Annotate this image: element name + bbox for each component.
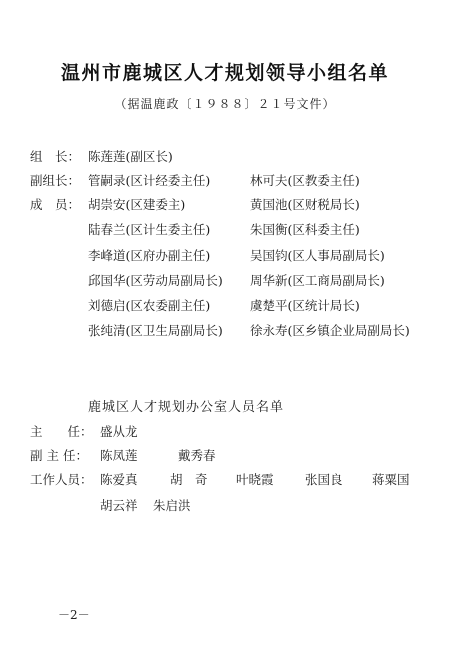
group-deputy-1: 管嗣录(区计经委主任) <box>88 173 211 188</box>
member-item: 李峰道(区府办副主任) <box>88 248 211 263</box>
staff-item: 张国良 <box>305 472 343 487</box>
office-deputy-2: 戴秀春 <box>178 448 216 463</box>
page-number: －2－ <box>58 608 90 622</box>
staff-item: 陈爱真 <box>100 472 138 487</box>
member-item: 刘德启(区农委副主任) <box>88 298 211 313</box>
member-item: 胡崇安(区建委主) <box>88 197 186 212</box>
member-item: 陆春兰(区计生委主任) <box>88 222 211 237</box>
office-director-role-label: 主 任： <box>30 424 93 439</box>
office-deputy-role-label: 副 主 任： <box>30 448 88 463</box>
member-item: 虞楚平(区统计局长) <box>250 298 360 313</box>
member-item: 吴国钧(区人事局副局长) <box>250 248 385 263</box>
office-director: 盛从龙 <box>100 424 138 439</box>
staff-item: 蒋粟国 <box>372 472 410 487</box>
leader-role-label: 组 长： <box>30 149 81 164</box>
group-deputy-2: 林可夫(区教委主任) <box>250 173 360 188</box>
group-leader: 陈莲莲(副区长) <box>88 149 173 164</box>
office-section-title: 鹿城区人才规划办公室人员名单 <box>88 400 285 415</box>
staff-item: 胡云祥 <box>100 498 138 513</box>
members-role-label: 成 员： <box>30 197 81 212</box>
member-item: 徐永寿(区乡镇企业局副局长) <box>250 323 410 338</box>
member-item: 黄国池(区财税局长) <box>250 197 360 212</box>
member-item: 张纯清(区卫生局副局长) <box>88 323 223 338</box>
staff-item: 胡 奇 <box>170 472 208 487</box>
member-item: 周华新(区工商局副局长) <box>250 273 385 288</box>
document-title: 温州市鹿城区人才规划领导小组名单 <box>60 62 389 84</box>
office-deputy-1: 陈凤莲 <box>100 448 138 463</box>
member-item: 朱国衡(区科委主任) <box>250 222 360 237</box>
deputy-role-label: 副组长： <box>30 173 81 188</box>
member-item: 邱国华(区劳动局副局长) <box>88 273 223 288</box>
document-subtitle: （据温鹿政〔１９８８〕２１号文件） <box>114 97 336 111</box>
office-staff-role-label: 工作人员： <box>30 472 93 487</box>
staff-item: 朱启洪 <box>153 498 191 513</box>
staff-item: 叶晓霞 <box>236 472 274 487</box>
